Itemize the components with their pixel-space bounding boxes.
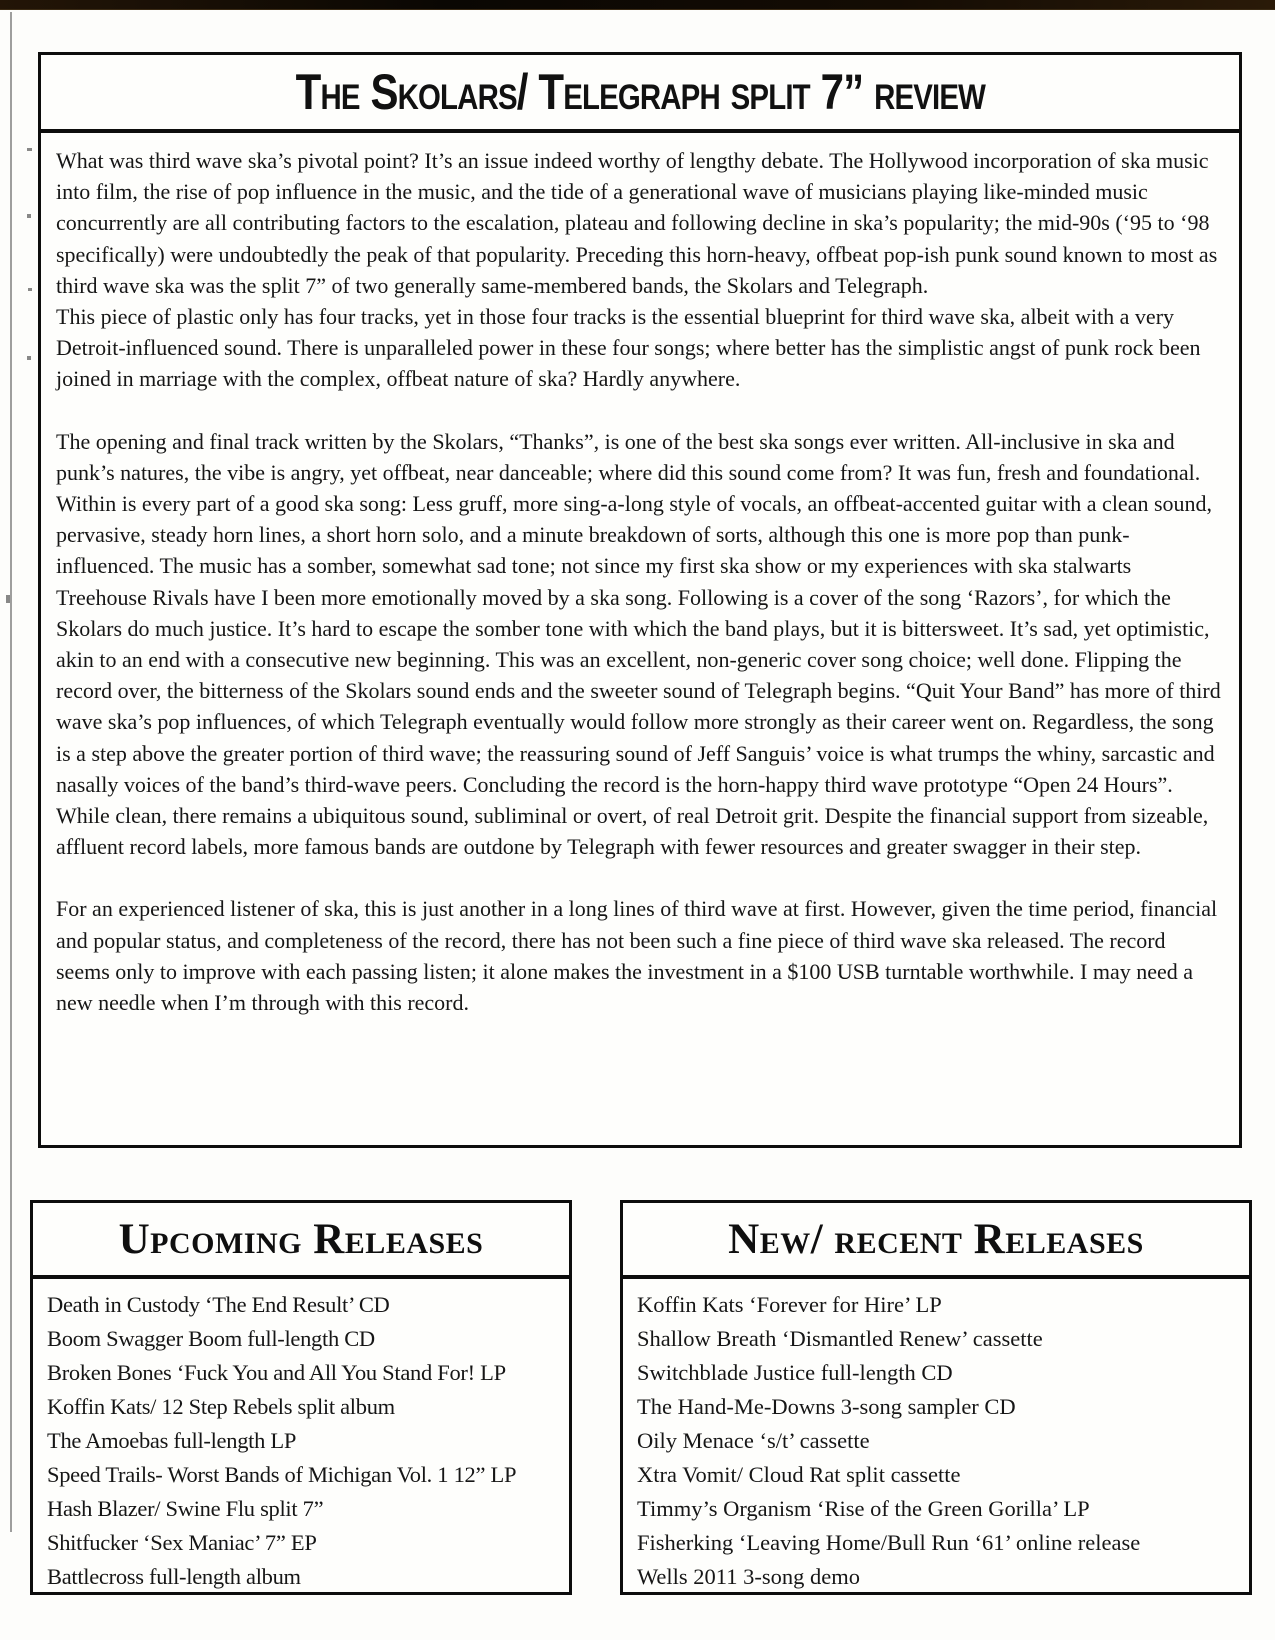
page-title: The Skolars/ Telegraph split 7” review bbox=[295, 64, 985, 120]
release-item: Xtra Vomit/ Cloud Rat split cassette bbox=[637, 1462, 961, 1487]
release-item: The Amoebas full-length LP bbox=[47, 1428, 297, 1453]
review-paragraph: For an experienced listener of ska, this is just another in a long lines of third wave at first. However, given the time period, financial and popular status, and completeness of the record, there has not been such a fine piece of third wave ska released. The record seems only to improve with each passing listen; it alone makes the investment in a $100 USB turntable worthwhile. I may need a new needle when I’m through with this record. bbox=[56, 896, 1218, 1016]
upcoming-releases-box bbox=[30, 1200, 572, 1595]
scan-speck bbox=[27, 148, 32, 151]
release-item: Switchblade Justice full-length CD bbox=[637, 1360, 953, 1385]
release-item: Shitfucker ‘Sex Maniac’ 7” EP bbox=[47, 1530, 317, 1555]
article-title-bar bbox=[41, 55, 1239, 133]
release-item: Timmy’s Organism ‘Rise of the Green Gorilla’ LP bbox=[637, 1496, 1090, 1521]
review-paragraph: What was third wave ska’s pivotal point? It’s an issue indeed worthy of lengthy debate. The Hollywood incorporation of ska music into film, the rise of pop influence in the music, and the tide of a generational wave of musicians playing like-minded music concurrently are all contributing factors to the escalation, plateau and following decline in ska’s popularity; the mid-90s (‘95 to ‘98 specifically) were undoubtedly the peak of that popularity. Preceding this horn-heavy, offbeat pop-ish punk sound known to most as third wave ska was the split 7” of two generally same-membered bands, the Skolars and Telegraph. bbox=[56, 148, 1218, 298]
release-item: Oily Menace ‘s/t’ cassette bbox=[637, 1428, 870, 1453]
release-item: Koffin Kats/ 12 Step Rebels split album bbox=[47, 1394, 395, 1419]
release-item: Shallow Breath ‘Dismantled Renew’ cassette bbox=[637, 1326, 1043, 1351]
recent-releases-heading: New/ recent Releases bbox=[728, 1215, 1144, 1263]
recent-releases-header bbox=[623, 1203, 1249, 1279]
recent-releases-list bbox=[623, 1279, 1249, 1594]
recent-releases-box bbox=[620, 1200, 1252, 1595]
release-item: Wells 2011 3-song demo bbox=[637, 1564, 860, 1589]
release-item: Fisherking ‘Leaving Home/Bull Run ‘61’ online release bbox=[637, 1530, 1141, 1555]
scan-speck bbox=[27, 356, 31, 360]
release-item: Battlecross full-length album bbox=[47, 1564, 301, 1589]
review-paragraph: The opening and final track written by the Skolars, “Thanks”, is one of the best ska songs ever written. All-inclusive in ska and punk’s natures, the vibe is angry, yet offbeat, near danceable; where did this sound come from? It was fun, fresh and foundational. Within is every part of a good ska song: Less gruff, more sing-a-long style of vocals, an offbeat-accented guitar with a clean sound, pervasive, steady horn lines, a short horn solo, and a minute breakdown of sorts, although this one is more pop than punk-influenced. The music has a somber, somewhat sad tone; not since my first ska show or my experiences with ska stalwarts Treehouse Rivals have I been more emotionally moved by a ska song. Following is a cover of the song ‘Razors’, for which the Skolars do much justice. It’s hard to escape the somber tone with which the band plays, but it is bittersweet. It’s sad, yet optimistic, akin to an end with a consecutive new beginning. This was an excellent, non-generic cover song choice; well done. Flipping the record over, the bitterness of the Skolars sound ends and the sweeter sound of Telegraph begins. “Quit Your Band” has more of third wave ska’s pop influences, of which Telegraph eventually would follow more strongly as their career went on. Regardless, the song is a step above the greater portion of third wave; the reassuring sound of Jeff Sanguis’ voice is what trumps the whiny, sarcastic and nasally voices of the band’s third-wave peers. Concluding the record is the horn-happy third wave prototype “Open 24 Hours”. While clean, there remains a ubiquitous sound, subliminal or overt, of real Detroit grit. Despite the financial support from sizeable, affluent record labels, more famous bands are outdone by Telegraph with fewer resources and greater swagger in their step. bbox=[56, 428, 1221, 860]
release-item: Death in Custody ‘The End Result’ CD bbox=[47, 1292, 390, 1317]
release-item: The Hand-Me-Downs 3-song sampler CD bbox=[637, 1394, 1016, 1419]
upcoming-releases-list bbox=[33, 1279, 569, 1594]
scan-speck bbox=[27, 214, 31, 218]
release-item: Speed Trails- Worst Bands of Michigan Vol. 1 12” LP bbox=[47, 1462, 517, 1487]
upcoming-releases-header bbox=[33, 1203, 569, 1279]
upcoming-releases-heading: Upcoming Releases bbox=[118, 1215, 484, 1263]
release-item: Broken Bones ‘Fuck You and All You Stand For! LP bbox=[47, 1360, 506, 1385]
release-item: Hash Blazer/ Swine Flu split 7” bbox=[47, 1496, 324, 1521]
scan-edge-artifact-left bbox=[10, 12, 12, 1532]
scan-speck bbox=[28, 288, 32, 291]
article-body bbox=[41, 133, 1239, 1018]
release-item: Koffin Kats ‘Forever for Hire’ LP bbox=[637, 1292, 942, 1317]
scan-speck bbox=[6, 595, 10, 603]
release-item: Boom Swagger Boom full-length CD bbox=[47, 1326, 375, 1351]
review-article bbox=[38, 52, 1242, 1148]
scan-edge-artifact-top bbox=[0, 0, 1275, 10]
review-paragraph: This piece of plastic only has four tracks, yet in those four tracks is the essential blueprint for third wave ska, albeit with a very Detroit-influenced sound. There is unparalleled power in these four songs; where better has the simplistic angst of punk rock been joined in marriage with the complex, offbeat nature of ska? Hardly anywhere. bbox=[56, 304, 1201, 392]
